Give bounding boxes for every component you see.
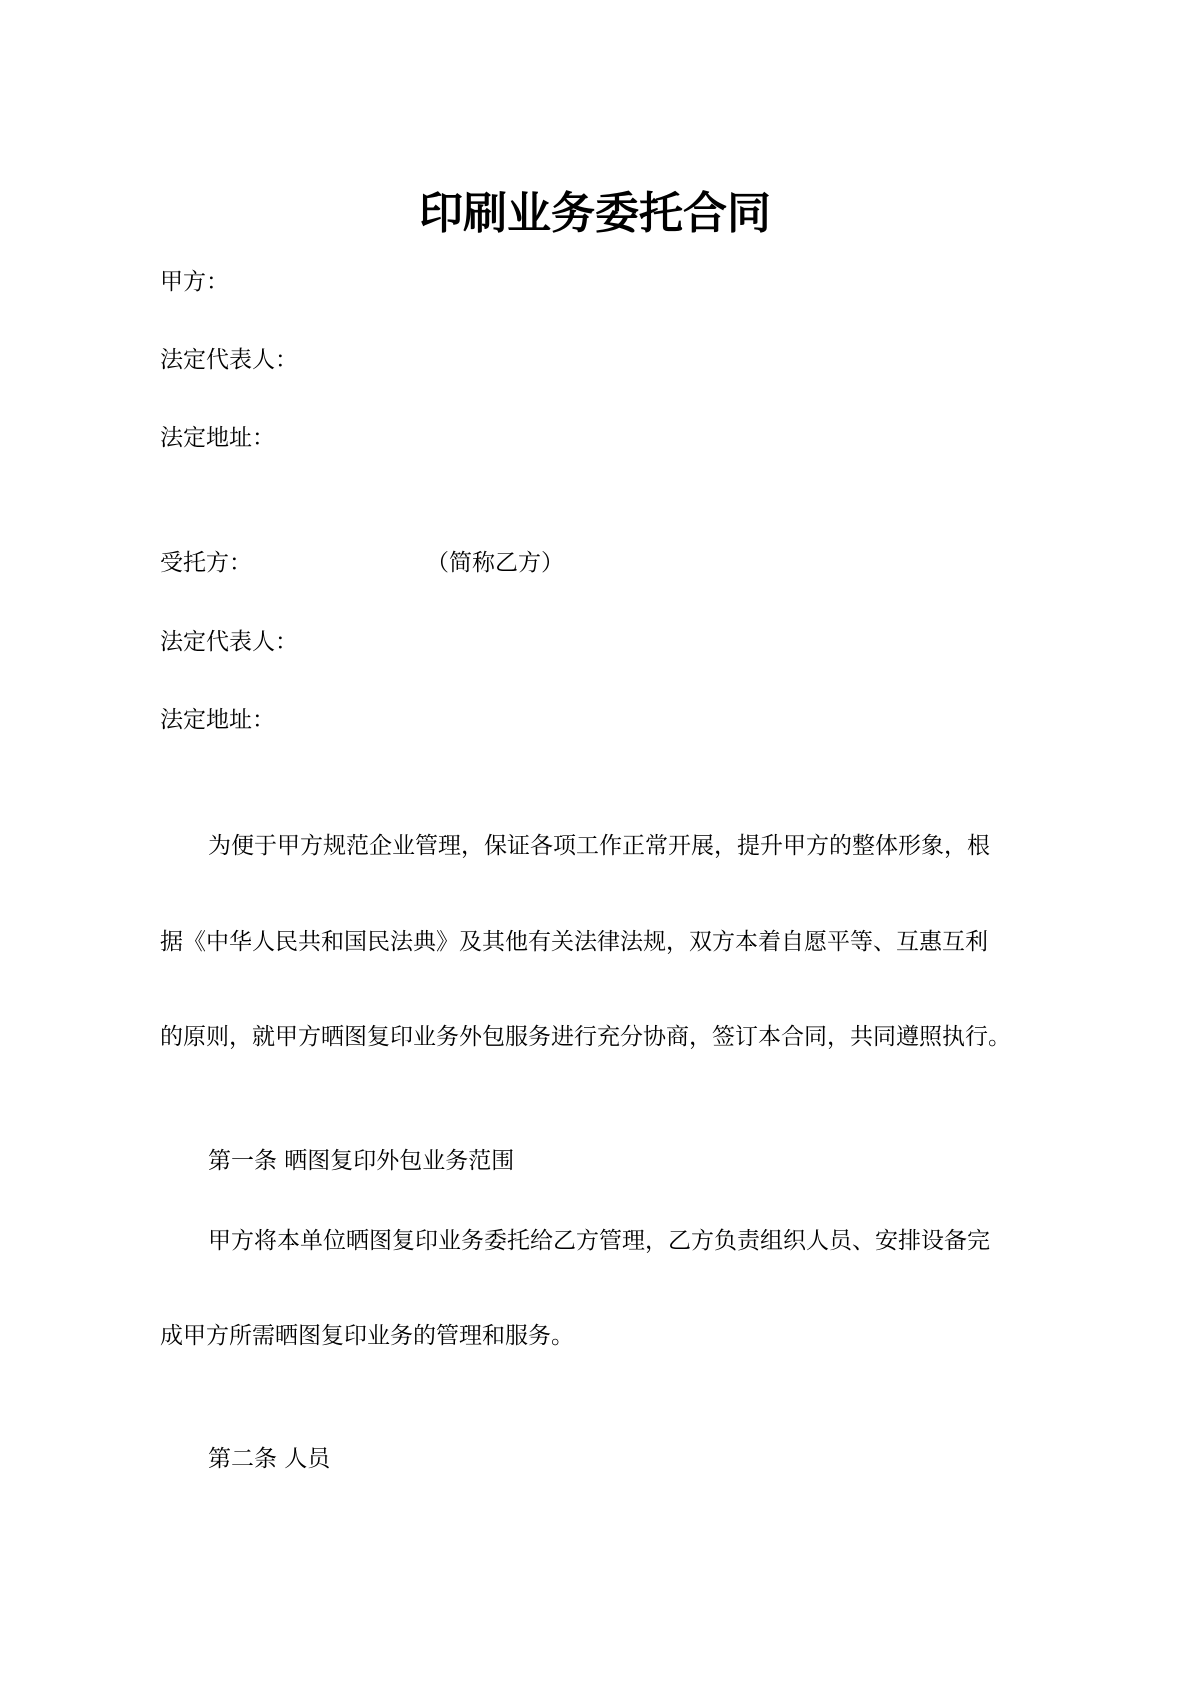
party-b-abbreviation: （简称乙方） [426,550,564,576]
party-b-representative-label: 法定代表人： [160,629,298,655]
party-b-label: 受托方： [160,550,252,576]
party-a-representative-label: 法定代表人： [160,347,298,373]
preamble-line-2: 据《中华人民共和国民法典》及其他有关法律法规，双方本着自愿平等、互惠互利 [160,929,988,955]
party-a-address-label: 法定地址： [160,425,275,451]
party-b-address-label: 法定地址： [160,707,275,733]
article-2-heading: 第二条 人员 [208,1446,331,1472]
preamble-line-1: 为便于甲方规范企业管理，保证各项工作正常开展，提升甲方的整体形象，根 [208,833,990,859]
document-title: 印刷业务委托合同 [419,188,771,239]
article-1-heading: 第一条 晒图复印外包业务范围 [208,1148,515,1174]
article-1-line-1: 甲方将本单位晒图复印业务委托给乙方管理，乙方负责组织人员、安排设备完 [208,1228,990,1254]
party-a-label: 甲方： [160,269,229,295]
article-1-line-2: 成甲方所需晒图复印业务的管理和服务。 [160,1323,574,1349]
preamble-line-3: 的原则，就甲方晒图复印业务外包服务进行充分协商，签订本合同，共同遵照执行。 [160,1024,1011,1050]
